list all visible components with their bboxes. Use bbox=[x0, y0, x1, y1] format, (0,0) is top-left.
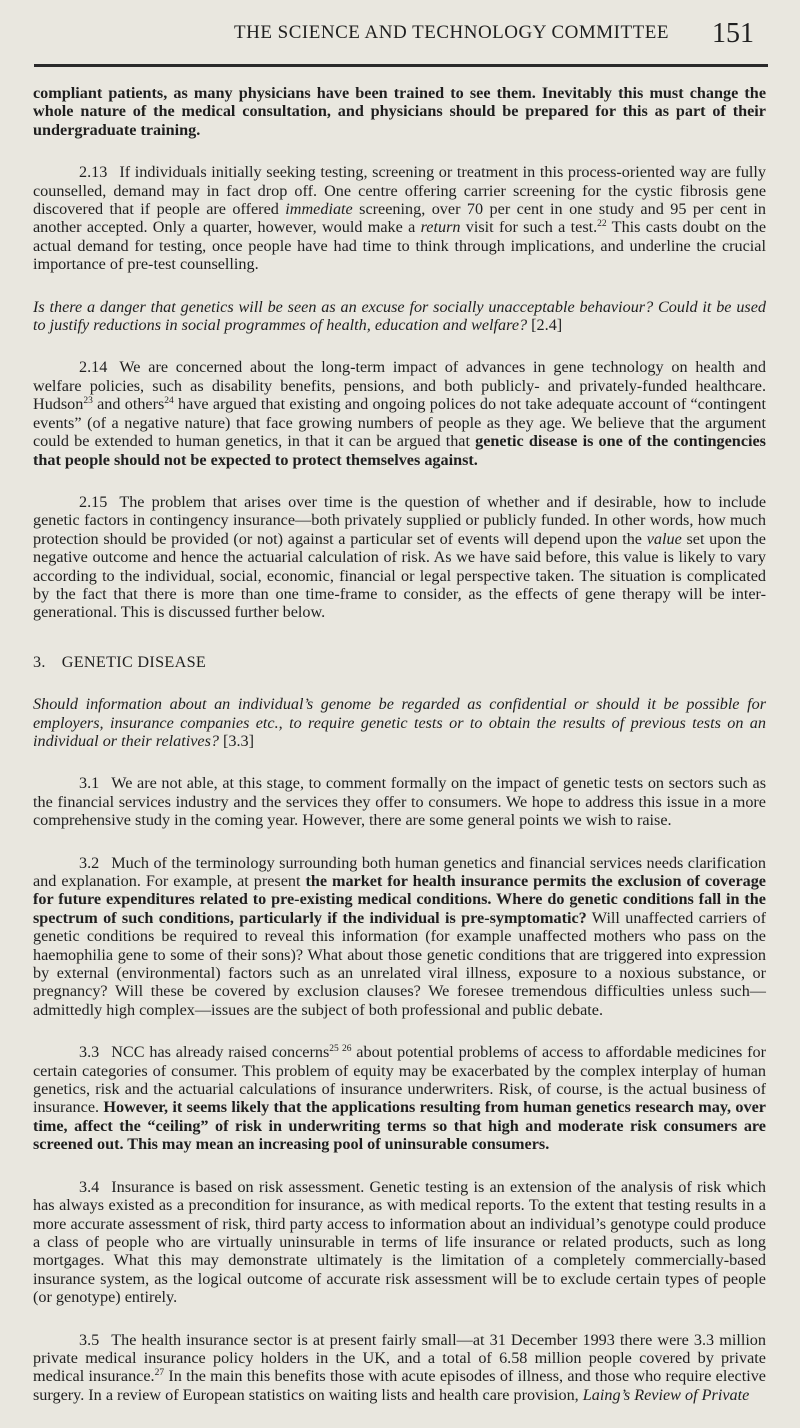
text-span: The problem that arises over time is the question of whether and if desirable, how to include genetic factors in contingency insurance—both privately supplied or publicly funded. In other words, how much protection should be provided (or not) against a particular set of events will depend upon the bbox=[33, 492, 766, 548]
text-span: This casts doubt on the actual demand for testing, once people have had time to think through implications, and underline the crucial importance of pre-test counselling. bbox=[33, 218, 766, 274]
text-span: In the main this benefits those with acute episodes of illness, and those who require elective surgery. In a review of European statistics on waiting lists and health care provision, bbox=[33, 1367, 766, 1404]
footnote-ref: 22 bbox=[597, 219, 607, 230]
question-text: Should information about an individual’s genome be regarded as confidential or should it be possible for employers, insurance companies etc., to require genetic tests or to obtain the results of previous tests on an individual or their relatives? bbox=[33, 695, 766, 750]
text-span: NCC has already raised concerns bbox=[111, 1043, 330, 1062]
paragraph-2-15 bbox=[33, 493, 766, 622]
paragraph-number: 3.4 bbox=[79, 1177, 100, 1196]
paragraph-number: 2.14 bbox=[79, 358, 108, 377]
paragraph-3-3 bbox=[33, 1043, 766, 1153]
paragraph-3-5 bbox=[33, 1331, 766, 1405]
paragraph-3-2 bbox=[33, 854, 766, 1020]
question-text: Is there a danger that genetics will be seen as an excuse for socially unacceptable behaviour? Could it be used to justify reductions in social programmes of health, education and welfare? bbox=[33, 297, 766, 335]
paragraph-2-14 bbox=[33, 358, 766, 468]
text-span: about potential problems of access to affordable medicines for certain categories of consumer. This problem of equity may be exacerbated by the complex interplay of human genetics, risk and the actuarial calculations of insurance underwriters. Risk, of course, is the actual business of insurance. bbox=[33, 1043, 767, 1117]
paragraph-2-13 bbox=[33, 163, 766, 273]
footnote-ref: 23 bbox=[83, 396, 93, 407]
emphasis: Laing’s Review of Private bbox=[582, 1385, 750, 1404]
question-ref: [2.4] bbox=[531, 316, 563, 335]
text-span: Will unaffected carriers of genetic conditions be required to reveal this information (for example unaffected mothers who pass on the haemophilia gene to some of their sons)? What about those genetic conditions that are triggered into expression by external (environmental) factors such as an unrelated viral illness, exposure to a noxious substance, or pregnancy? Will these be covered by exclusion clauses? We foresee tremendous difficulties unless such—admittedly high complex—issues are the subject of both professional and public debate. bbox=[33, 908, 767, 1019]
section-heading bbox=[33, 653, 766, 671]
paragraph-number: 3.1 bbox=[79, 774, 100, 793]
text-span: screening, over 70 per cent in one study and 95 per cent in another accepted. Only a quarter, however, would make a bbox=[33, 200, 766, 237]
paragraph-number: 2.13 bbox=[79, 163, 108, 182]
body-text bbox=[33, 84, 766, 1428]
section-number: 3. bbox=[33, 652, 46, 671]
paragraph-number: 3.3 bbox=[79, 1043, 100, 1062]
emphasis: value bbox=[646, 529, 682, 548]
paragraph-number: 3.2 bbox=[79, 853, 100, 872]
footnote-ref: 27 bbox=[154, 1368, 165, 1379]
section-title: GENETIC DISEASE bbox=[61, 652, 207, 671]
paragraph-3-4 bbox=[33, 1178, 766, 1307]
emphasis: return bbox=[420, 218, 461, 237]
paragraph-number: 3.5 bbox=[79, 1330, 100, 1349]
running-title: THE SCIENCE AND TECHNOLOGY COMMITTEE bbox=[234, 22, 669, 43]
text-span: visit for such a test. bbox=[460, 218, 598, 237]
bold-text: the market for health insurance permits the exclusion of coverage for future expenditures related to pre-existing medical conditions. Where do genetic conditions fall in the spectrum of such conditions, particularly if the individual is pre-symptomatic? bbox=[33, 872, 766, 927]
text-span: We are concerned about the long-term impact of advances in gene technology on health and welfare policies, such as disability benefits, pensions, and both publicly- and privately-funded healthcare. Hudson bbox=[33, 358, 766, 414]
paragraph-3-1 bbox=[33, 774, 766, 829]
footnote-ref: 25 26 bbox=[329, 1044, 352, 1055]
page-header bbox=[34, 18, 768, 67]
question-2-4 bbox=[33, 298, 766, 335]
text-span: have argued that existing and ongoing polices do not take adequate account of “contingent events” (of a negative nature) that face growing numbers of people as they age. We believe that the argument could be extended to human genetics, in that it can be argued that bbox=[33, 395, 766, 451]
question-ref: [3.3] bbox=[223, 731, 255, 750]
text-span: If individuals initially seeking testing, screening or treatment in this process-oriented way are fully counselled, demand may in fact drop off. One centre offering carrier screening for the cystic fibrosis gene discovered that if people are offered bbox=[33, 163, 766, 219]
paragraph-continuation bbox=[33, 84, 766, 139]
question-3-3 bbox=[33, 695, 766, 750]
page-number: 151 bbox=[712, 18, 754, 49]
emphasis: immediate bbox=[285, 200, 353, 219]
bold-text: genetic disease is one of the contingencies that people should not be expected to protect themselves against. bbox=[33, 432, 766, 469]
text-span: Much of the terminology surrounding both human genetics and financial services needs clarification and explanation. For example, at present bbox=[33, 853, 766, 890]
text-span: Insurance is based on risk assessment. Genetic testing is an extension of the analysis of risk which has always existed as a precondition for insurance, as with medical reports. To the extent that testing results in a more accurate assessment of risk, third party access to information about an individual’s genotype could produce a class of people who are virtually uninsurable in terms of life insurance or related products, such as long mortgages. What this may demonstrate ultimately is the limitation of a completely commercially-based insurance system, as the logical outcome of accurate risk assessment will be to exclude certain types of people (or genotype) entirely. bbox=[33, 1177, 766, 1307]
text-span: We are not able, at this stage, to comment formally on the impact of genetic tests on sectors such as the financial services industry and the services they offer to consumers. We hope to address this issue in a more comprehensive study in the coming year. However, there are some general points we wish to raise. bbox=[33, 774, 766, 830]
bold-text: However, it seems likely that the applications resulting from human genetics research may, over time, affect the “ceiling” of risk in underwriting terms so that high and moderate risk consumers are screened out. This may mean an increasing pool of uninsurable consumers. bbox=[33, 1098, 766, 1154]
paragraph-number: 2.15 bbox=[79, 492, 108, 511]
footnote-ref: 24 bbox=[164, 396, 174, 407]
text-span: set upon the negative outcome and hence the actuarial calculation of risk. As we have said before, this value is likely to vary according to the individual, social, economic, financial or legal perspective taken. The situation is complicated by the fact that there is more than one time-frame to consider, as the effects of gene therapy will be inter-generational. This is discussed further below. bbox=[33, 529, 766, 622]
text-span: The health insurance sector is at present fairly small—at 31 December 1993 there were 3.3 million private medical insurance policy holders in the UK, and a total of 6.58 million people covered by private medical insurance. bbox=[33, 1330, 766, 1386]
text-span: and others bbox=[92, 395, 165, 414]
bold-text: compliant patients, as many physicians have been trained to see them. Inevitably this must change the whole nature of the medical consultation, and physicians should be prepared for this as part of their undergraduate training. bbox=[33, 84, 766, 139]
